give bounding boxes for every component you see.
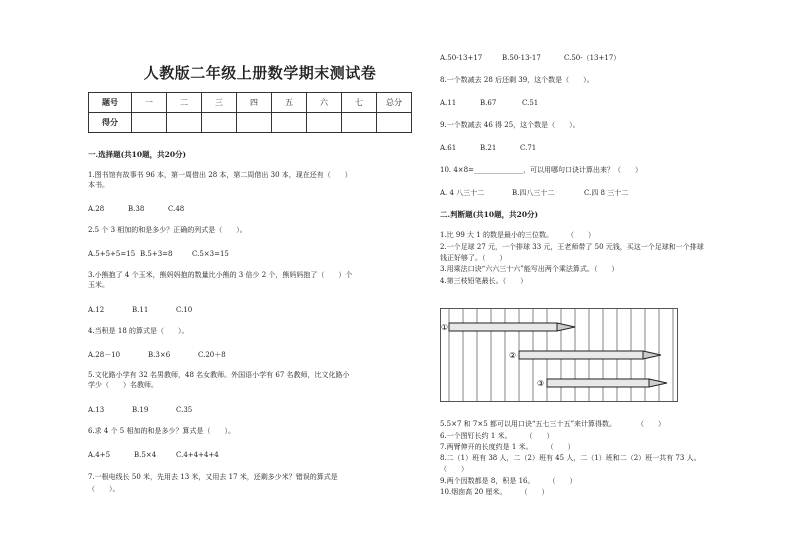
section-heading-choice: 一.选择题(共10题，共20分) — [88, 150, 187, 159]
pencil-3 — [547, 379, 667, 387]
question-7-cont: （ ）。 — [88, 485, 120, 493]
question-6: 6.求 4 个 5 相加的和是多少？算式是（ ）。 — [88, 427, 235, 435]
question-2: 2.5 个 3 相加的和是多少？正确的列式是（ ）。 — [88, 226, 247, 234]
score-cell[interactable] — [132, 113, 167, 133]
score-header-cell: 七 — [342, 93, 377, 113]
judgment-10: 10.烟囱高 20 厘米。 （ ） — [440, 488, 549, 496]
judgment-4: 4.第三枝铅笔最长。（ ） — [440, 277, 528, 285]
score-cell[interactable] — [307, 113, 342, 133]
option-b[interactable]: B.21 — [480, 144, 497, 152]
question-9-options — [440, 143, 536, 153]
pencil-comparison-figure — [440, 308, 678, 402]
question-9: 9.一个数减去 46 得 25，这个数是（ ）。 — [440, 121, 580, 129]
page-title: 人教版二年级上册数学期末测试卷 — [143, 64, 377, 82]
judgment-7: 7.两臂伸开的长度约是 1 米。 （ ） — [440, 443, 575, 451]
option-a[interactable]: A.28 — [88, 205, 105, 213]
score-header-cell: 六 — [307, 93, 342, 113]
pencil-label-2: ② — [509, 351, 517, 360]
section-heading-judgment: 二.判断题(共10题，共20分) — [440, 210, 539, 219]
score-header-cell: 四 — [237, 93, 272, 113]
option-a[interactable]: A. 4 八三十二 — [440, 189, 485, 197]
pencil-1 — [449, 323, 575, 331]
option-b[interactable]: B.5×4 — [134, 451, 157, 459]
option-a[interactable]: A.28－10 — [88, 351, 121, 359]
option-a[interactable]: A.50-13+17 — [440, 54, 483, 62]
score-header-cell: 总分 — [377, 93, 412, 113]
score-cell[interactable] — [342, 113, 377, 133]
judgment-9: 9.两个因数都是 8，积是 16。 （ ） — [440, 477, 577, 485]
question-4-options — [88, 350, 226, 360]
question-4: 4.当积是 18 的算式是（ ）。 — [88, 327, 189, 335]
judgment-6: 6.一个图钉长约 1 米。 （ ） — [440, 432, 554, 440]
question-8-options — [440, 98, 538, 108]
score-cell[interactable] — [202, 113, 237, 133]
score-header-cell: 三 — [202, 93, 237, 113]
option-c[interactable]: C.48 — [168, 205, 185, 213]
option-c[interactable]: C.5×3=15 — [192, 250, 229, 258]
score-header-cell: 五 — [272, 93, 307, 113]
option-b[interactable]: B.3×6 — [148, 351, 171, 359]
score-table-score-row — [89, 113, 412, 133]
option-a[interactable]: A.12 — [88, 306, 105, 314]
option-a[interactable]: A.61 — [440, 144, 457, 152]
option-c[interactable]: C.50-（13+17） — [564, 54, 621, 62]
score-cell[interactable] — [377, 113, 412, 133]
option-c[interactable]: C.51 — [522, 99, 539, 107]
question-7-options — [440, 53, 620, 63]
option-c[interactable]: C.四 8 三十二 — [584, 189, 629, 197]
score-header-cell: 二 — [167, 93, 202, 113]
option-b[interactable]: B.四八三十二 — [512, 189, 555, 197]
judgment-2-cont: 钱正好够了。（ ） — [440, 254, 507, 262]
question-5: 5.文化路小学有 32 名男教师，48 名女教师。外国语小学有 67 名教师，比文化路小 — [88, 371, 350, 379]
question-2-options — [88, 249, 229, 259]
judgment-1: 1.比 99 大 1 的数是最小的三位数。 （ ） — [440, 231, 595, 239]
option-b[interactable]: B.38 — [128, 205, 145, 213]
score-header-cell: 一 — [132, 93, 167, 113]
question-10: 10. 4×8=______________，可以用哪句口诀计算出来？（ ） — [440, 166, 642, 174]
pencil-label-3: ③ — [537, 379, 545, 388]
option-c[interactable]: C.4+4+4+4 — [176, 451, 219, 459]
judgment-3: 3.用乘法口诀“六六三十六”能写出两个乘法算式。（ ） — [440, 265, 619, 273]
pencil-figure-svg — [441, 309, 677, 401]
score-cell[interactable] — [237, 113, 272, 133]
question-7: 7.一根电线长 50 米，先用去 13 米，又用去 17 米，还剩多少米？错误的算式是 — [88, 473, 338, 481]
judgment-5: 5.5×7 和 7×5 都可以用口诀“五七三十五”来计算得数。 （ ） — [440, 420, 666, 428]
question-1-options — [88, 204, 184, 214]
option-b[interactable]: B.11 — [132, 306, 149, 314]
question-1: 1.图书馆有故事书 96 本，第一周借出 28 本，第二周借出 30 本，现在还有（ ） — [88, 171, 352, 179]
option-a[interactable]: A.11 — [440, 99, 457, 107]
option-b[interactable]: B.5+3=8 — [140, 250, 173, 258]
judgment-8: 8.二（1）班有 38 人，二（2）班有 45 人，二（1）班和二（2）班一共有 73 人。 — [440, 454, 701, 462]
score-cell[interactable] — [272, 113, 307, 133]
option-b[interactable]: B.50-13-17 — [502, 54, 541, 62]
question-3-options — [88, 305, 192, 315]
question-1-cont: 本书。 — [88, 181, 109, 189]
option-c[interactable]: C.35 — [176, 406, 193, 414]
judgment-2: 2.一个足球 27 元，一个排球 33 元，王老师带了 50 元钱，买这一个足球和一个排球 — [440, 243, 704, 251]
question-5-options — [88, 405, 192, 415]
option-a[interactable]: A.4+5 — [88, 451, 111, 459]
question-6-options — [88, 450, 219, 460]
option-a[interactable]: A.5+5+5=15 — [88, 250, 136, 258]
score-header-cell: 题号 — [89, 93, 132, 113]
score-row-label: 得分 — [89, 113, 132, 133]
score-cell[interactable] — [167, 113, 202, 133]
question-8: 8.一个数减去 28 后还剩 39，这个数是（ ）。 — [440, 76, 594, 84]
score-table — [88, 92, 412, 133]
option-c[interactable]: C.71 — [520, 144, 537, 152]
option-b[interactable]: B.19 — [132, 406, 149, 414]
question-3-cont: 玉米。 — [88, 281, 109, 289]
option-b[interactable]: B.67 — [480, 99, 497, 107]
score-table-header-row — [89, 93, 412, 113]
judgment-8-cont: （ ） — [440, 465, 468, 473]
question-3: 3.小熊抱了 4 个玉米，熊妈妈抱的数量比小熊的 3 倍少 2 个，熊妈妈抱了（ ）个 — [88, 271, 353, 279]
option-c[interactable]: C.20＋8 — [198, 351, 226, 359]
option-c[interactable]: C.10 — [176, 306, 193, 314]
pencil-label-1: ① — [441, 323, 449, 332]
question-5-cont: 学少（ ）名教师。 — [88, 381, 158, 389]
question-10-options — [440, 188, 628, 198]
pencil-2 — [519, 351, 661, 359]
option-a[interactable]: A.13 — [88, 406, 105, 414]
